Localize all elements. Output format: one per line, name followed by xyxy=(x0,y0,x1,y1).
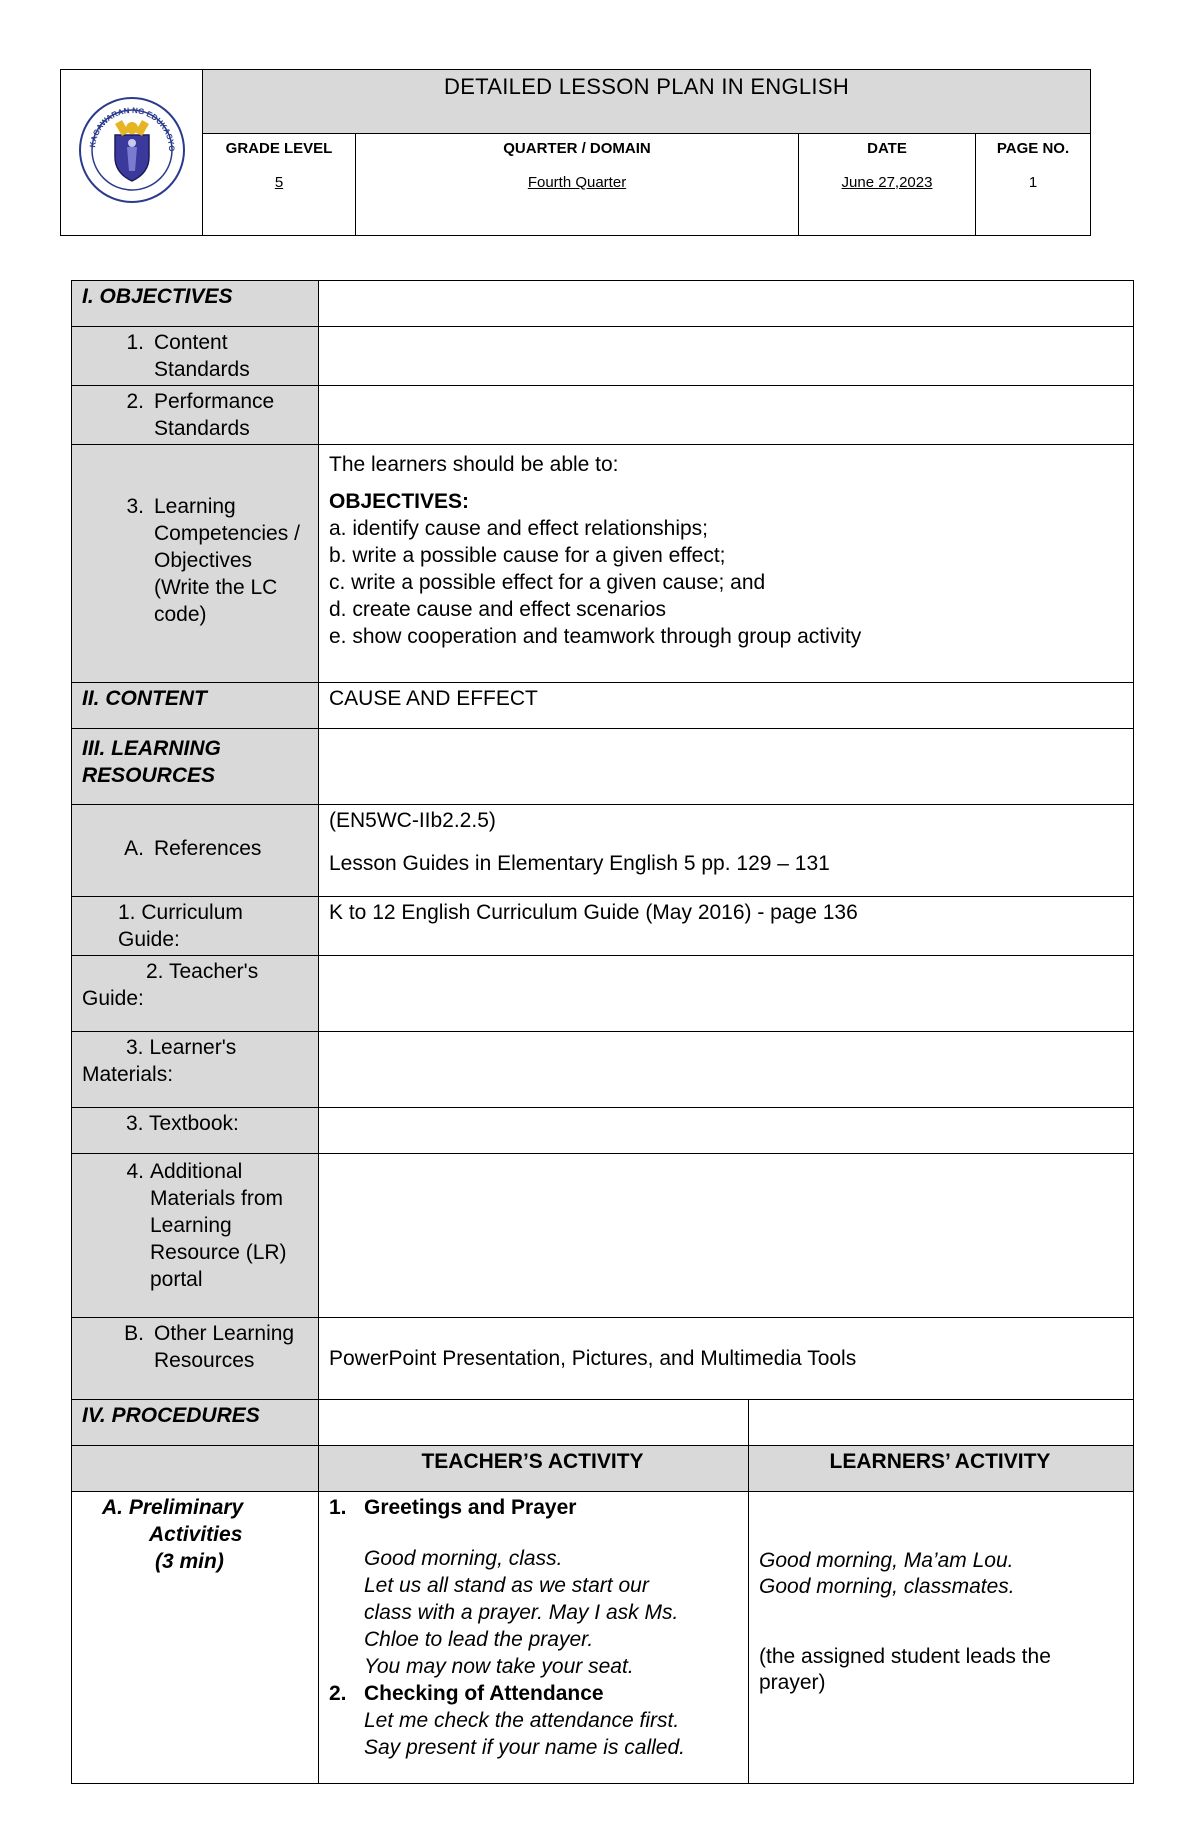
table-row xyxy=(72,1492,1134,1784)
activities-label: Activities xyxy=(149,1523,243,1546)
document-title: DETAILED LESSON PLAN IN ENGLISH xyxy=(203,70,1091,134)
table-row xyxy=(72,327,1134,386)
table-row xyxy=(72,1108,1134,1154)
quarter-value: Fourth Quarter xyxy=(527,174,627,191)
objectives-cell xyxy=(319,445,1134,683)
quarter-label: QUARTER / DOMAIN xyxy=(503,140,651,157)
teacher-line: You may now take your seat. xyxy=(364,1655,634,1678)
learner-note: (the assigned student leads the prayer) xyxy=(759,1645,1051,1694)
objectives-heading: I. OBJECTIVES xyxy=(72,281,319,327)
teacher-line: Say present if your name is called. xyxy=(364,1736,685,1759)
date-label: DATE xyxy=(867,140,907,157)
list-number: 1. xyxy=(126,331,144,354)
learner-line: Good morning, Ma’am Lou. xyxy=(759,1549,1014,1572)
resources-heading: III. LEARNING RESOURCES xyxy=(72,729,319,805)
teachers-guide-label: 2. Teacher's Guide: xyxy=(72,956,319,1032)
table-row xyxy=(72,445,1134,683)
list-number: A. xyxy=(124,837,144,860)
preliminary-label: A. Preliminary xyxy=(102,1496,244,1519)
list-number: 2. xyxy=(126,390,144,413)
other-resources-value: PowerPoint Presentation, Pictures, and Multimedia Tools xyxy=(319,1318,1134,1400)
content-value: CAUSE AND EFFECT xyxy=(319,683,1134,729)
learners-materials-label: 3. Learner's Materials: xyxy=(72,1032,319,1108)
competencies-label: Learning Competencies / Objectives (Write the LC code) xyxy=(154,495,300,626)
table-row xyxy=(72,1318,1134,1400)
objective-item-b: b. write a possible cause for a given effect; xyxy=(329,544,726,567)
additional-materials-label: Additional Materials from Learning Resource (LR) portal xyxy=(150,1160,287,1291)
grade-level-value: 5 xyxy=(274,174,284,191)
list-number: 4. xyxy=(126,1160,144,1183)
svg-text:KAGAWARAN NG EDUKASYON: KAGAWARAN NG EDUKASYO xyxy=(87,105,176,152)
date-value: June 27,2023 xyxy=(841,174,933,191)
table-row xyxy=(72,956,1134,1032)
list-number: 1. xyxy=(329,1496,347,1519)
curriculum-guide-label: 1. Curriculum Guide: xyxy=(72,897,319,956)
table-row xyxy=(72,805,1134,897)
table-row xyxy=(72,1400,1134,1446)
lesson-plan-table xyxy=(71,280,1134,1784)
greetings-title: Greetings and Prayer xyxy=(364,1496,577,1519)
learner-activity-header: LEARNERS’ ACTIVITY xyxy=(749,1446,1134,1492)
list-number: 2. xyxy=(329,1682,347,1705)
table-row xyxy=(72,1154,1134,1318)
curriculum-guide-value: K to 12 English Curriculum Guide (May 2016) - page 136 xyxy=(319,897,1134,956)
table-row xyxy=(72,1446,1134,1492)
quarter-cell xyxy=(356,134,799,236)
table-row xyxy=(72,683,1134,729)
objective-item-d: d. create cause and effect scenarios xyxy=(329,598,666,621)
teacher-line: Let me check the attendance first. xyxy=(364,1709,680,1732)
objective-item-e: e. show cooperation and teamwork through group activity xyxy=(329,625,862,648)
table-row xyxy=(72,897,1134,956)
deped-seal-logo xyxy=(61,70,203,236)
content-standards-label: Content Standards xyxy=(154,331,250,381)
page-no-label: PAGE NO. xyxy=(996,140,1070,157)
references-value: Lesson Guides in Elementary English 5 pp. 129 – 131 xyxy=(329,852,830,875)
learner-line: Good morning, classmates. xyxy=(759,1575,1015,1598)
grade-level-label: GRADE LEVEL xyxy=(225,140,333,157)
objective-item-c: c. write a possible effect for a given cause; and xyxy=(329,571,766,594)
content-heading: II. CONTENT xyxy=(72,683,319,729)
teacher-activity-cell xyxy=(319,1492,749,1784)
teacher-activity-header: TEACHER’S ACTIVITY xyxy=(319,1446,749,1492)
duration-label: (3 min) xyxy=(155,1550,224,1573)
teacher-line: class with a prayer. May I ask Ms. xyxy=(364,1601,679,1624)
page-no-cell xyxy=(976,134,1091,236)
learner-activity-cell xyxy=(749,1492,1134,1784)
list-number: B. xyxy=(124,1322,144,1345)
grade-level-cell xyxy=(203,134,356,236)
textbook-label: 3. Textbook: xyxy=(72,1108,319,1154)
performance-standards-label: Performance Standards xyxy=(154,390,275,440)
page-no-value: 1 xyxy=(1028,174,1038,191)
teacher-line: Let us all stand as we start our xyxy=(364,1574,649,1597)
references-label: References xyxy=(154,837,262,860)
table-row xyxy=(72,386,1134,445)
seal-icon xyxy=(77,95,187,205)
teacher-line: Chloe to lead the prayer. xyxy=(364,1628,594,1651)
procedures-heading: IV. PROCEDURES xyxy=(72,1400,319,1446)
objectives-intro: The learners should be able to: xyxy=(329,453,619,476)
objective-item-a: a. identify cause and effect relationships; xyxy=(329,517,709,540)
list-number: 3. xyxy=(126,495,144,518)
preliminary-activities-label xyxy=(72,1492,319,1784)
objectives-title: OBJECTIVES: xyxy=(329,490,470,513)
table-row xyxy=(72,281,1134,327)
lc-code: (EN5WC-IIb2.2.5) xyxy=(329,809,496,832)
date-cell xyxy=(799,134,976,236)
other-resources-label: Other Learning Resources xyxy=(154,1322,295,1372)
lesson-plan-header xyxy=(60,69,1091,236)
table-row xyxy=(72,1032,1134,1108)
table-row xyxy=(72,729,1134,805)
attendance-title: Checking of Attendance xyxy=(364,1682,604,1705)
teacher-line: Good morning, class. xyxy=(364,1547,563,1570)
